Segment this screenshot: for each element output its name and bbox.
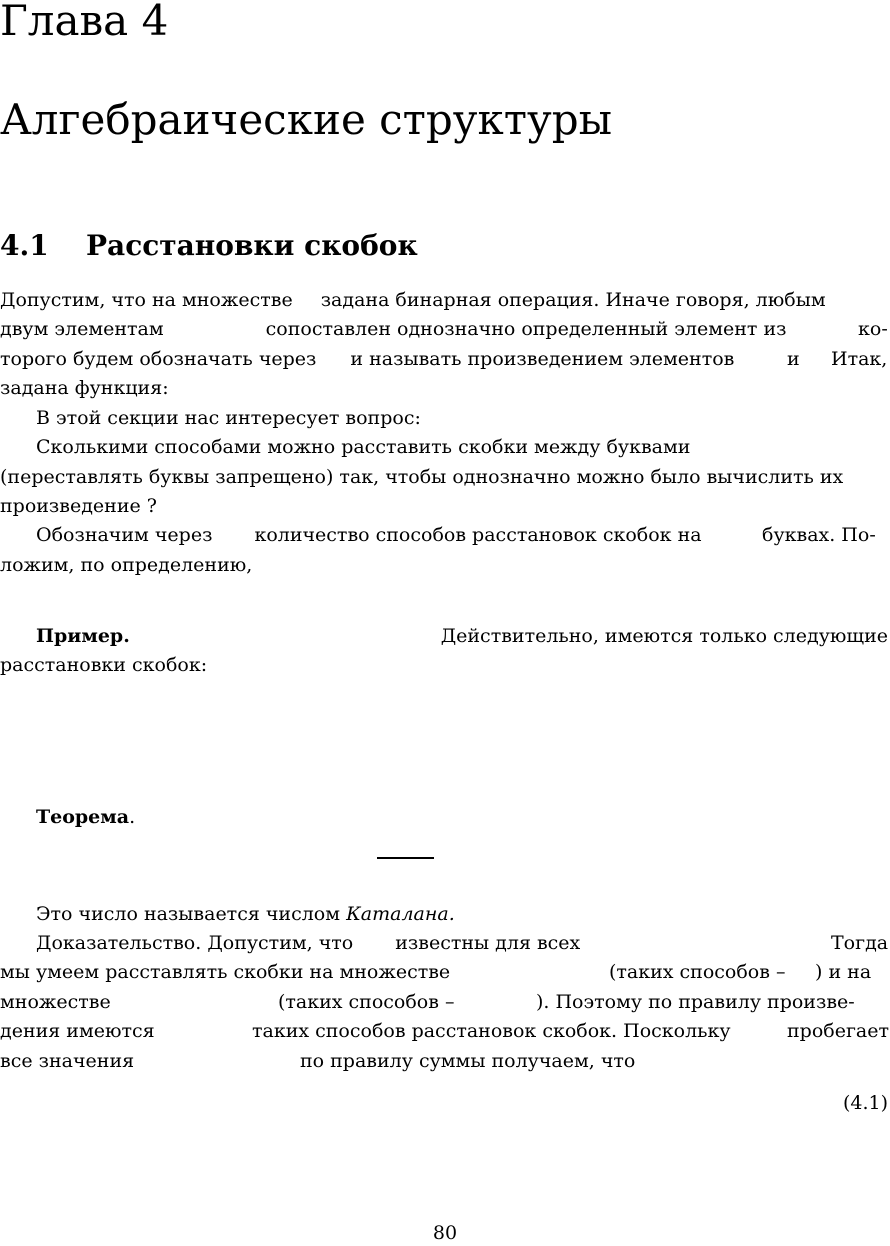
text-span: Тогда bbox=[831, 932, 889, 954]
text-span: Действительно, имеются только следующие bbox=[440, 625, 888, 647]
text-span: двум элементам bbox=[0, 318, 164, 340]
text-span: (переставлять буквы запрещено) так, чтобы однозначно можно было вычислить их bbox=[0, 466, 844, 488]
paragraph-line bbox=[0, 900, 890, 930]
text-span: ). Поэтому по правилу произве- bbox=[536, 991, 855, 1013]
paragraph-line bbox=[0, 521, 890, 551]
paragraph-line bbox=[0, 286, 890, 316]
text-span: таких способов расстановок скобок. Поскольку bbox=[252, 1020, 731, 1042]
theorem-line bbox=[0, 803, 890, 833]
page-number: 80 bbox=[432, 1222, 458, 1244]
text-span: задана бинарная операция. Иначе говоря, любым bbox=[320, 289, 826, 311]
text-span: дения имеются bbox=[0, 1020, 155, 1042]
paragraph-line bbox=[0, 345, 890, 375]
paragraph-line bbox=[0, 1047, 890, 1077]
text-span: В этой секции нас интересует вопрос: bbox=[36, 407, 421, 429]
text-span: количество способов расстановок скобок на bbox=[254, 524, 702, 546]
section-title: Расстановки скобок bbox=[86, 229, 418, 262]
text-span: и bbox=[787, 348, 800, 370]
text-span: Допустим, что на множестве bbox=[0, 289, 293, 311]
text-span: произведение ? bbox=[0, 495, 157, 517]
text-span: . bbox=[129, 806, 136, 828]
text-span: (таких способов – bbox=[609, 961, 786, 983]
fraction-bar bbox=[377, 857, 434, 859]
text-span: Сколькими способами можно расставить скобки между буквами bbox=[36, 436, 691, 458]
text-span: ложим, по определению, bbox=[0, 554, 253, 576]
paragraph-line bbox=[0, 988, 890, 1018]
text-span: задана функция: bbox=[0, 377, 169, 399]
example-line bbox=[0, 622, 890, 652]
paragraph-line bbox=[0, 1017, 890, 1047]
text-span: по правилу суммы получаем, что bbox=[300, 1050, 636, 1072]
text-span: пробегает bbox=[787, 1020, 889, 1042]
chapter-title: Глава 4 bbox=[0, 0, 169, 45]
paragraph-line bbox=[0, 651, 890, 681]
paragraph-line bbox=[0, 929, 890, 959]
text-span: Это число называется числом bbox=[36, 903, 341, 925]
paragraph-line bbox=[0, 958, 890, 988]
paragraph-line bbox=[0, 433, 890, 463]
text-span: (таких способов – bbox=[278, 991, 455, 1013]
section-heading bbox=[0, 228, 418, 264]
equation-number: (4.1) bbox=[842, 1092, 888, 1114]
text-span: известны для всех bbox=[395, 932, 581, 954]
chapter-subtitle: Алгебраические структуры bbox=[0, 95, 613, 144]
example-label: Пример. bbox=[36, 625, 130, 647]
paragraph-line bbox=[0, 463, 890, 493]
text-span: множестве bbox=[0, 991, 111, 1013]
theorem-label: Теорема bbox=[36, 806, 130, 828]
text-span: ко- bbox=[858, 318, 888, 340]
text-span: Обозначим через bbox=[36, 524, 213, 546]
catalan-term: Каталана. bbox=[346, 903, 455, 925]
paragraph-line bbox=[0, 374, 890, 404]
text-span: Доказательство. Допустим, что bbox=[36, 932, 354, 954]
section-number: 4.1 bbox=[0, 229, 49, 262]
text-span: и называть произведением элементов bbox=[350, 348, 735, 370]
paragraph-line bbox=[0, 551, 890, 581]
text-span: ) и на bbox=[815, 961, 872, 983]
text-span: буквах. По- bbox=[762, 524, 876, 546]
text-span: все значения bbox=[0, 1050, 135, 1072]
text-span: торого будем обозначать через bbox=[0, 348, 317, 370]
text-span: расстановки скобок: bbox=[0, 654, 208, 676]
paragraph-line bbox=[0, 492, 890, 522]
text-span: сопоставлен однозначно определенный элемент из bbox=[265, 318, 787, 340]
paragraph-line bbox=[0, 315, 890, 345]
paragraph-line bbox=[0, 404, 890, 434]
text-span: мы умеем расставлять скобки на множестве bbox=[0, 961, 451, 983]
text-span: Итак, bbox=[831, 348, 888, 370]
